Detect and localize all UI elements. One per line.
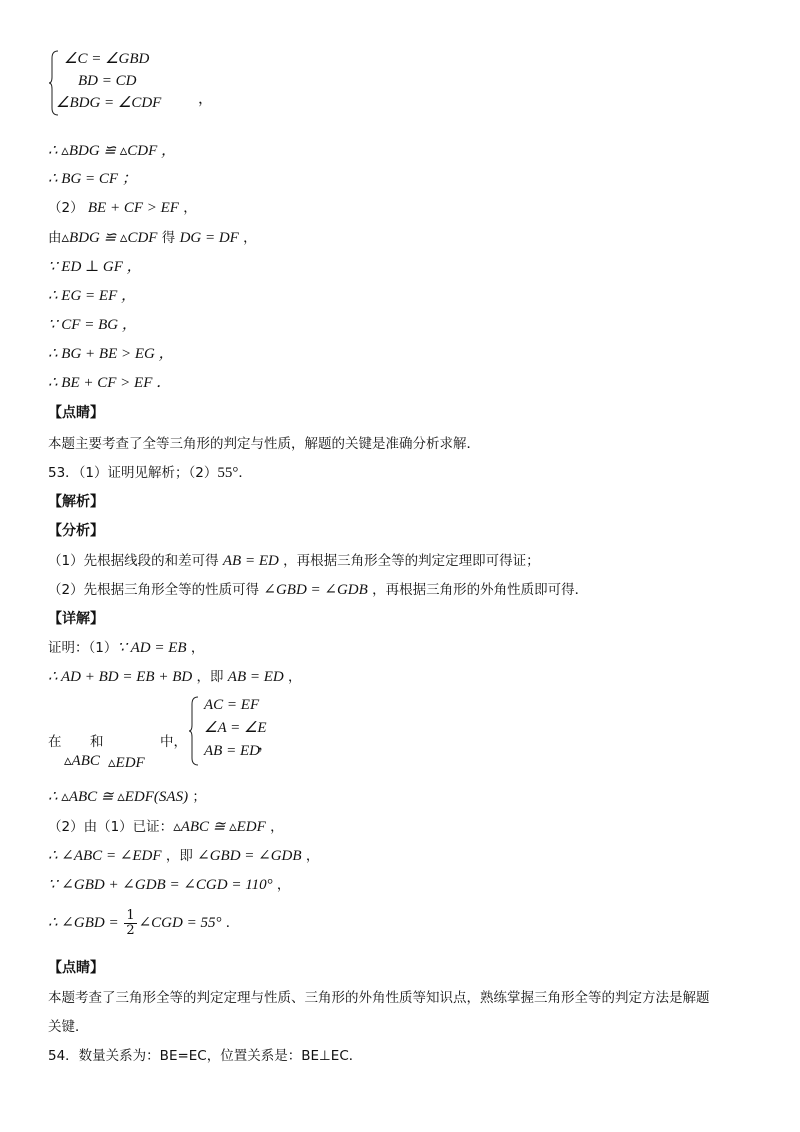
triangle-label: ▵ABC	[64, 753, 100, 769]
math: ∠GBD = ∠GDB	[197, 848, 302, 864]
text: 53．（1）证明见解析；（2）	[48, 465, 218, 481]
text-zhong: 中，	[160, 734, 187, 750]
analysis-line	[48, 551, 540, 571]
step-line: ∵ ED ⊥ GF ，	[48, 259, 142, 275]
math: ▵BDG ≌ ▵CDF	[61, 230, 158, 246]
text: 由	[48, 230, 62, 246]
left-brace-icon	[188, 696, 200, 766]
system-tail: ，	[258, 737, 274, 753]
equation-system-2	[48, 694, 368, 774]
step-line	[48, 198, 197, 218]
punct: ，	[265, 819, 284, 835]
label: （2）	[48, 200, 88, 216]
punct: ，	[283, 669, 302, 685]
system-row: AB = ED	[204, 743, 260, 759]
text-zai: 在	[48, 734, 62, 750]
step-line: ∴ BG = CF ；	[48, 171, 137, 187]
question-answer: 54．数量关系为：BE=EC，位置关系是：BE⊥EC．	[48, 1048, 363, 1064]
step-line: ∴ BG + BE > EG ，	[48, 346, 174, 362]
triangle-label: ▵EDF	[108, 755, 145, 771]
section-heading: 【分析】	[48, 523, 104, 539]
math: DG = DF	[179, 230, 239, 246]
math: ∴ ∠GBD =	[48, 915, 123, 931]
math: ∴ AD + BD = EB + BD	[48, 669, 193, 685]
punct: ；	[188, 789, 206, 805]
step-line: ∴ EG = EF ，	[48, 288, 136, 304]
proof-line	[48, 817, 284, 837]
proof-line	[48, 875, 290, 895]
punct: ．	[238, 465, 252, 481]
punct: ，	[178, 200, 197, 216]
paragraph: 本题考查了三角形全等的判定定理与性质、三角形的外角性质等知识点，熟练掌握三角形全等的判定方法是解题	[48, 990, 710, 1006]
text: （2）由（1）已证：	[48, 819, 174, 835]
math: 55°	[217, 465, 239, 481]
section-heading: 【详解】	[48, 611, 104, 627]
text: 得	[157, 230, 180, 246]
fraction	[124, 909, 136, 938]
text-he: 和	[90, 734, 104, 750]
fraction-numerator: 1	[126, 907, 135, 923]
punct: ，	[186, 640, 205, 656]
proof-line	[48, 906, 239, 940]
proof-line	[48, 638, 204, 658]
system-row: AC = EF	[204, 697, 260, 713]
system-row: ∠C = ∠GBD	[64, 51, 150, 67]
paragraph: 本题主要考查了全等三角形的判定与性质，解题的关键是准确分析求解．	[48, 436, 480, 452]
proof-line	[48, 787, 206, 807]
math: ∵ AD = EB	[117, 640, 187, 656]
text: ，再根据三角形全等的判定定理即可得证；	[278, 553, 540, 569]
text: ，即	[192, 669, 228, 685]
step-line	[48, 228, 257, 248]
section-heading: 【点睛】	[48, 405, 104, 421]
text: （2）先根据三角形全等的性质可得	[48, 582, 264, 598]
section-heading: 【解析】	[48, 494, 104, 510]
proof-line	[48, 846, 319, 866]
punct: ，	[238, 230, 257, 246]
math: ▵ABC ≅ ▵EDF	[173, 819, 266, 835]
math: ∠CGD = 55°	[138, 915, 222, 931]
section-heading: 【点睛】	[48, 960, 104, 976]
system-row: ∠BDG = ∠CDF	[56, 95, 162, 111]
punct: ，	[272, 877, 291, 893]
text: 证明：（1）	[48, 640, 118, 656]
text: （1）先根据线段的和差可得	[48, 553, 223, 569]
question-answer	[48, 463, 252, 483]
paragraph: 关键．	[48, 1019, 89, 1035]
text: ，再根据三角形的外角性质即可得．	[367, 582, 589, 598]
step-line: ∴ ▵BDG ≌ ▵CDF ，	[48, 143, 176, 159]
math: AB = ED	[227, 669, 284, 685]
text: ，即	[161, 848, 198, 864]
fraction-denominator: 2	[126, 922, 135, 938]
step-line: ∵ CF = BG ，	[48, 317, 137, 333]
proof-line	[48, 667, 302, 687]
equation-system-1	[48, 48, 248, 116]
math: ∠GBD = ∠GDB	[263, 582, 368, 598]
system-row: ∠A = ∠E	[204, 720, 267, 736]
math: ∵ ∠GBD + ∠GDB = ∠CGD = 110°	[48, 877, 273, 893]
system-row: BD = CD	[78, 73, 137, 89]
analysis-line	[48, 580, 588, 600]
math: AB = ED	[222, 553, 279, 569]
punct: ．	[221, 915, 240, 931]
math: ∴ ∠ABC = ∠EDF	[48, 848, 162, 864]
math: ∴ ▵ABC ≅ ▵EDF(SAS)	[48, 789, 189, 805]
step-line: ∴ BE + CF > EF ．	[48, 375, 172, 391]
punct: ，	[301, 848, 320, 864]
system-tail: ，	[198, 91, 214, 107]
math: BE + CF > EF	[87, 200, 179, 216]
